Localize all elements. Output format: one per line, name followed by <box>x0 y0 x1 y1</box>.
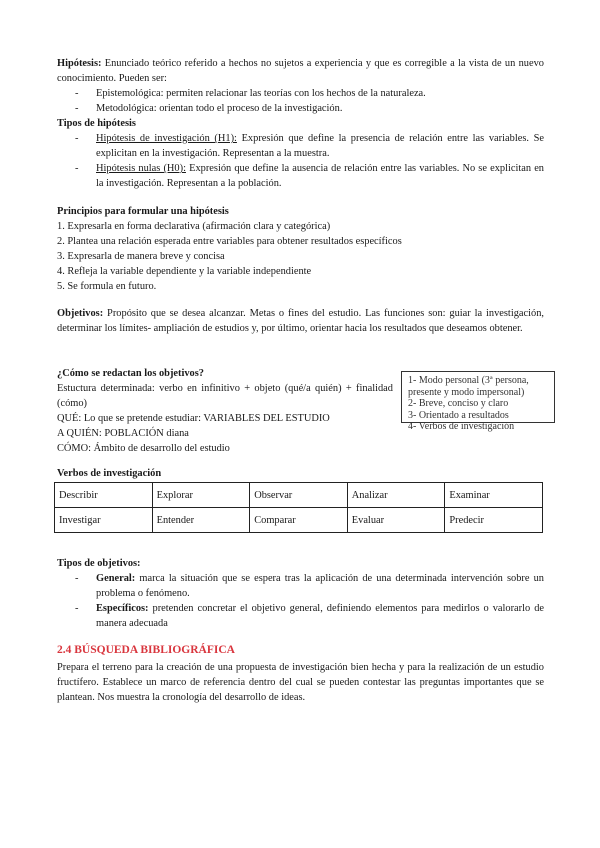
verbos-title: Verbos de investigación <box>57 468 162 479</box>
list-item-text: Metodológica: orientan todo el proceso de la investigación. <box>96 103 343 114</box>
hipotesis-list <box>57 86 544 116</box>
dash-bullet: - <box>75 88 79 99</box>
hipotesis-definition <box>57 56 544 86</box>
table-cell: Comparar <box>250 508 348 533</box>
table-cell: Predecir <box>445 508 543 533</box>
tipos-objetivos-list <box>57 571 544 631</box>
hipotesis-title: Hipótesis: <box>57 58 102 69</box>
verbos-table <box>54 482 543 533</box>
list-item <box>57 101 544 116</box>
term-text: pretenden concretar el objetivo general, definiendo elementos para medirlos o valorarlo de manera adecuada <box>96 603 544 629</box>
criteria-item: 4- Verbos de investigación <box>408 421 515 432</box>
objetivos-title: Objetivos: <box>57 308 104 319</box>
redaccion-a-quien: A QUIÉN: POBLACIÓN diana <box>57 428 189 439</box>
dash-bullet: - <box>75 103 79 114</box>
term-text: Expresión que define la presencia de relación entre las variables. Se explicitan en la investigación. Representan a la muestra. <box>96 133 545 159</box>
redaccion-section <box>57 366 393 456</box>
list-item <box>57 131 544 161</box>
criteria-item: 3- Orientado a resultados <box>408 409 509 421</box>
term-text: Expresión que define la ausencia de relación entre las variables. No se explicitan en la investigación. Representan a la población. <box>96 163 544 189</box>
dash-bullet: - <box>75 603 79 614</box>
term: General: <box>96 573 136 584</box>
principios-section <box>57 204 544 294</box>
busqueda-section <box>57 643 544 705</box>
redaccion-criteria-box <box>401 371 555 432</box>
dash-bullet: - <box>75 133 79 144</box>
table-cell: Evaluar <box>347 508 445 533</box>
dash-bullet: - <box>75 163 79 174</box>
dash-bullet: - <box>75 573 79 584</box>
table-cell: Entender <box>152 508 250 533</box>
list-item <box>57 601 544 631</box>
objetivos-section <box>57 306 544 336</box>
table-cell: Observar <box>250 483 348 508</box>
tipos-objetivos-title: Tipos de objetivos: <box>57 558 141 569</box>
term: Específicos: <box>96 603 149 614</box>
principio-item: 1. Expresarla en forma declarativa (afirmación clara y categórica) <box>57 221 331 232</box>
criteria-item: 2- Breve, conciso y claro <box>408 398 509 409</box>
principio-item: 2. Plantea una relación esperada entre variables para obtener resultados específicos <box>57 236 402 247</box>
principios-title: Principios para formular una hipótesis <box>57 206 229 217</box>
term: Hipótesis de investigación (H1): <box>96 133 237 144</box>
objetivos-text: Propósito que se desea alcanzar. Metas o fines del estudio. Las funciones son: guiar la investigación, determinar los límites- ampliación de estudios y, por último, orientar hacia los resultados que deseamos obtener. <box>57 308 544 334</box>
table-cell: Investigar <box>55 508 153 533</box>
principio-item: 5. Se formula en futuro. <box>57 281 157 292</box>
hipotesis-text: Enunciado teórico referido a hechos no sujetos a experiencia y que es corregible a la vista de un nuevo conocimiento. Pueden ser: <box>57 58 544 84</box>
redaccion-que: QUÉ: Lo que se pretende estudiar: VARIABLES DEL ESTUDIO <box>57 413 330 424</box>
tipos-hipotesis-list <box>57 131 544 191</box>
list-item <box>57 86 544 101</box>
criteria-item: 1- Modo personal (3ª persona, presente y modo impersonal) <box>408 375 529 398</box>
objetivos-paragraph <box>57 306 544 336</box>
table-cell: Describir <box>55 483 153 508</box>
list-item-text: Epistemológica: permiten relacionar las teorías con los hechos de la naturaleza. <box>96 88 426 99</box>
term: Hipótesis nulas (H0): <box>96 163 186 174</box>
list-item <box>57 571 544 601</box>
redaccion-como: CÓMO: Ámbito de desarrollo del estudio <box>57 443 230 454</box>
verbos-section <box>57 466 544 481</box>
principio-item: 3. Expresarla de manera breve y concisa <box>57 251 225 262</box>
table-cell: Analizar <box>347 483 445 508</box>
tipos-objetivos-section <box>57 556 544 631</box>
term-text: marca la situación que se espera tras la aplicación de una determinada intervención sobre un problema o fenómeno. <box>96 573 544 599</box>
principio-item: 4. Refleja la variable dependiente y la variable independiente <box>57 266 312 277</box>
table-cell: Examinar <box>445 483 543 508</box>
busqueda-text: Prepara el terreno para la creación de una propuesta de investigación bien hecha y para la realización de un estudio fructífero. Establece un marco de referencia dentro del cual se pueden contestar las preguntas importantes que se plantean. Nos muestra la cronología del desarrollo de ideas. <box>57 662 544 703</box>
table-row <box>55 508 543 533</box>
redaccion-title: ¿Cómo se redactan los objetivos? <box>57 368 204 379</box>
table-cell: Explorar <box>152 483 250 508</box>
list-item <box>57 161 544 191</box>
hipotesis-section <box>57 56 544 191</box>
busqueda-heading: 2.4 BÚSQUEDA BIBLIOGRÁFICA <box>57 644 235 656</box>
tipos-hipotesis-title: Tipos de hipótesis <box>57 118 136 129</box>
redaccion-estructura: Estuctura determinada: verbo en infinitivo + objeto (qué/a quién) + finalidad (cómo) <box>57 383 393 409</box>
table-row <box>55 483 543 508</box>
